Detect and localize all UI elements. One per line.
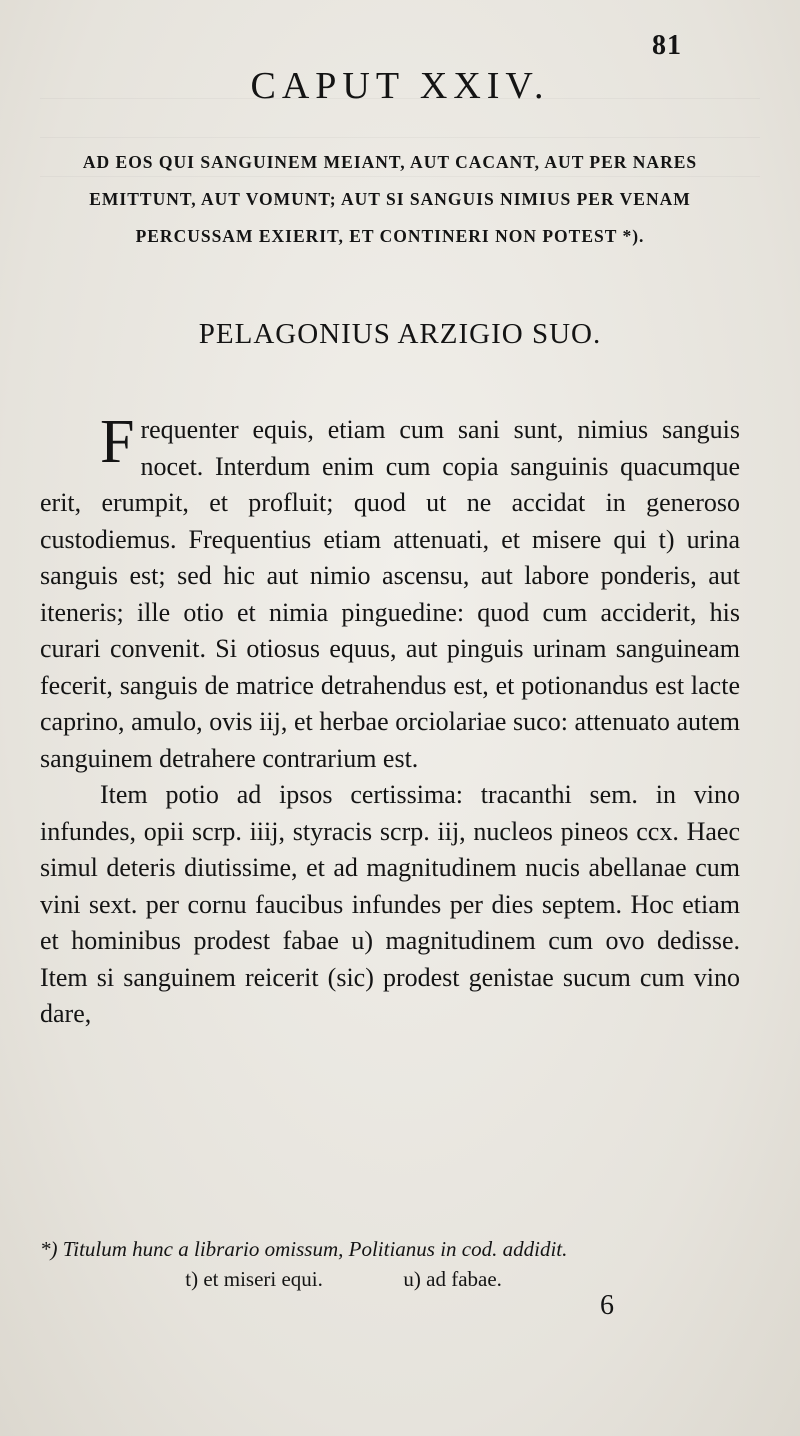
paragraph-2: Item potio ad ipsos certissima: tracanthi sem. in vino infundes, opii scrp. iiij, styracis scrp. iij, nucleos pineos ccx. Haec simul deteris diutissime, et ad magnitudinem nucis abellanae cum vini sext. per cornu faucibus infundes per dies septem. Hoc etiam et hominibus prodest fabae u) magnitudinem cum ovo dedisse. Item si sanguinem reicerit (sic) prodest genistae sucum cum vino dare, — [40, 780, 740, 1028]
signature-mark: 6 — [600, 1290, 614, 1321]
main-text — [40, 408, 740, 1033]
paragraph-1-text: requenter equis, etiam cum sani sunt, nimius sanguis nocet. Interdum enim cum copia sanguinis quacumque erit, erumpit, et profluit; quod ut ne accidat in generoso custodiemus. Frequentius etiam attenuati, et misere qui t) urina sanguis est; sed hic aut nimio ascensu, aut labore ponderis, aut iteneris; ille otio et nimia pinguedine: quod cum acciderit, his curari convenit. Si otiosus equus, aut pinguis urinam sanguineam fecerit, sanguis de matrice detrahendus est, et potionandus est lacte caprino, amulo, ovis iij, et herbae orciolariae suco: attenuato autem sanguinem detrahere contrarium est. — [40, 415, 740, 773]
page-number: 81 — [652, 30, 682, 61]
dedication-line: PELAGONIUS ARZIGIO SUO. — [198, 318, 602, 350]
footnote-row — [40, 1264, 760, 1294]
paragraph-1 — [40, 408, 740, 777]
drop-cap: F — [100, 408, 135, 476]
chapter-heading: CAPUT XXIV. — [250, 65, 550, 107]
chapter-subtitle: AD EOS QUI SANGUINEM MEIANT, AUT CACANT, AUT PER NARES EMITTUNT, AUT VOMUNT; AUT SI SANGUIS NIMIUS PER VENAM PERCUSSAM EXIERIT, ET CONTINERI NON POTEST *). — [82, 152, 698, 246]
footnote-u: u) ad fabae. — [403, 1267, 502, 1291]
footnotes — [40, 1234, 760, 1294]
footnote-title: *) Titulum hunc a librario omissum, Politianus in cod. addidit. — [40, 1237, 568, 1261]
footnote-t: t) et miseri equi. — [185, 1267, 323, 1291]
